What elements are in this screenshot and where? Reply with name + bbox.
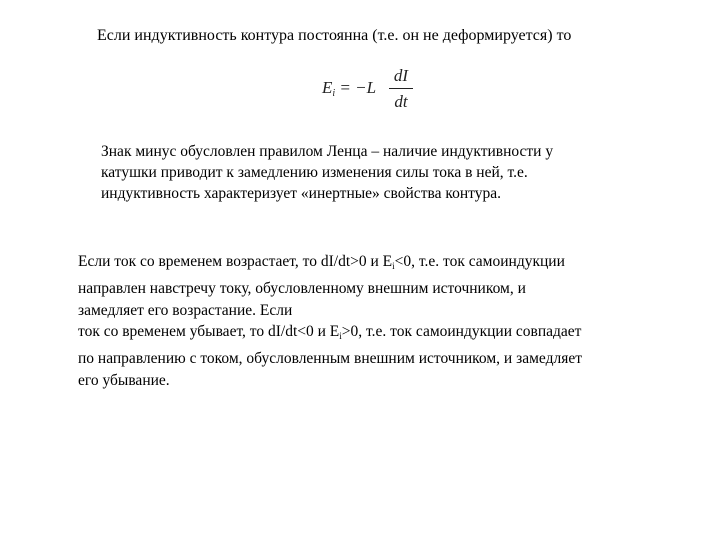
lenz-rule-paragraph <box>101 141 641 204</box>
formula-fraction-bar <box>389 88 413 89</box>
formula-numerator: dI <box>393 66 409 85</box>
formula-emf-subscript: i <box>332 88 336 99</box>
emf-subscript: i <box>339 331 342 342</box>
paragraph-line: индуктивность характеризует «инертные» свойства контура. <box>101 185 501 202</box>
paragraph-line: замедляет его возрастание. Если <box>78 301 293 319</box>
self-induction-formula <box>322 66 422 114</box>
text-segment: ток со временем убывает, то dI/dt<0 и E <box>78 323 340 341</box>
text-segment: <0, т.е. ток самоиндукции <box>394 253 565 270</box>
current-change-paragraph <box>78 251 688 392</box>
paragraph-line: его убывание. <box>78 371 170 389</box>
formula-denominator: dt <box>394 92 408 111</box>
paragraph-line: направлен навстречу току, обусловленному внешним источником, и <box>78 279 526 297</box>
paragraph-line <box>78 321 688 348</box>
paragraph-line: катушки приводит к замедлению изменения силы тока в ней, т.е. <box>101 164 528 181</box>
text-segment: >0, т.е. ток самоиндукции совпадает <box>341 323 582 341</box>
heading-text: Если индуктивность контура постоянна (т.е. он не деформируется) то <box>97 27 572 44</box>
formula-emf-symbol: E <box>322 78 333 97</box>
formula-equals-minus-l: = −L <box>335 78 377 97</box>
paragraph-line: Знак минус обусловлен правилом Ленца – наличие индуктивности у <box>101 143 554 160</box>
paragraph-line: по направлению с током, обусловленным внешним источником, и замедляет <box>78 350 582 368</box>
formula-lhs <box>322 78 376 99</box>
emf-subscript: i <box>392 261 395 271</box>
paragraph-line <box>78 251 688 278</box>
formula-fraction <box>389 66 413 112</box>
text-segment: Если ток со временем возрастает, то dI/dt>0 и E <box>78 253 393 270</box>
